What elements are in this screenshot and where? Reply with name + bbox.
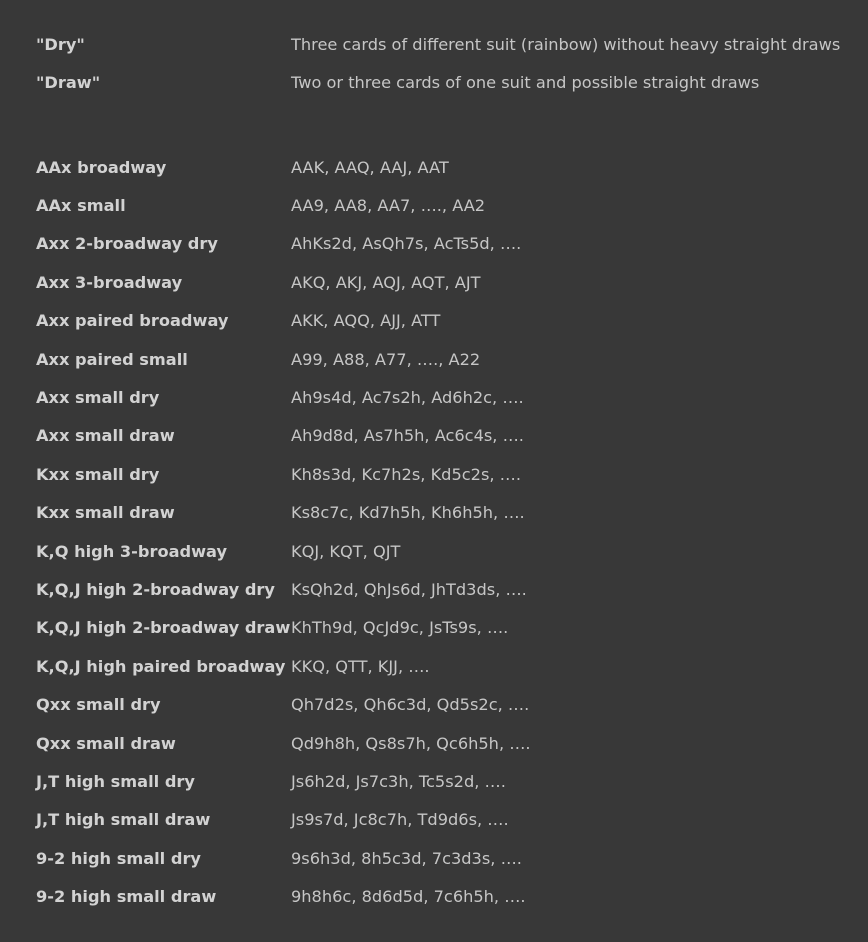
category-name: Axx 2-broadway dry <box>36 234 218 254</box>
category-examples: Qh7d2s, Qh6c3d, Qd5s2c, …. <box>291 695 530 715</box>
category-examples: KsQh2d, QhJs6d, JhTd3ds, …. <box>291 579 527 599</box>
category-row <box>36 340 856 378</box>
category-row <box>36 762 856 800</box>
category-name: AAx broadway <box>36 157 167 177</box>
category-row <box>36 685 856 723</box>
category-row <box>36 724 856 762</box>
category-examples: AAK, AAQ, AAJ, AAT <box>291 157 449 177</box>
category-examples: Ks8c7c, Kd7h5h, Kh6h5h, …. <box>291 503 525 523</box>
category-name: Axx small draw <box>36 426 175 446</box>
category-examples: Ah9s4d, Ac7s2h, Ad6h2c, …. <box>291 388 524 408</box>
category-row <box>36 417 856 455</box>
category-name: Kxx small draw <box>36 503 175 523</box>
category-row <box>36 455 856 493</box>
category-examples: AhKs2d, AsQh7s, AcTs5d, …. <box>291 234 522 254</box>
category-name: K,Q high 3-broadway <box>36 541 228 561</box>
category-name: J,T high small dry <box>36 771 195 791</box>
category-row <box>36 186 856 224</box>
category-name: Axx 3-broadway <box>36 272 183 292</box>
category-row <box>36 877 856 915</box>
definition-term: "Draw" <box>36 73 101 93</box>
category-examples: Js9s7d, Jc8c7h, Td9d6s, …. <box>291 810 509 830</box>
category-row <box>36 609 856 647</box>
category-name: Axx paired small <box>36 349 188 369</box>
category-examples: KKQ, QTT, KJJ, …. <box>291 656 430 676</box>
category-name: K,Q,J high 2-broadway draw <box>36 618 291 638</box>
category-name: Axx small dry <box>36 388 160 408</box>
category-examples: KQJ, KQT, QJT <box>291 541 401 561</box>
category-row <box>36 302 856 340</box>
category-name: J,T high small draw <box>36 810 211 830</box>
category-examples: A99, A88, A77, …., A22 <box>291 349 481 369</box>
definition-term: "Dry" <box>36 34 85 54</box>
category-name: 9-2 high small draw <box>36 887 217 907</box>
category-row <box>36 839 856 877</box>
category-name: K,Q,J high 2-broadway dry <box>36 579 275 599</box>
category-row <box>36 494 856 532</box>
category-row <box>36 570 856 608</box>
category-name: Qxx small dry <box>36 695 161 715</box>
definition-row-dry <box>36 25 856 63</box>
category-examples: Js6h2d, Js7c3h, Tc5s2d, …. <box>291 771 506 791</box>
category-name: Kxx small dry <box>36 464 160 484</box>
category-examples: AKQ, AKJ, AQJ, AQT, AJT <box>291 272 481 292</box>
category-name: Axx paired broadway <box>36 311 229 331</box>
category-name: AAx small <box>36 196 126 216</box>
category-name: K,Q,J high paired broadway <box>36 656 286 676</box>
category-examples: AKK, AQQ, AJJ, ATT <box>291 311 441 331</box>
category-examples: Kh8s3d, Kc7h2s, Kd5c2s, …. <box>291 464 522 484</box>
category-row <box>36 225 856 263</box>
definition-row-draw <box>36 63 856 101</box>
category-name: 9-2 high small dry <box>36 848 201 868</box>
category-name: Qxx small draw <box>36 733 176 753</box>
category-row <box>36 647 856 685</box>
category-examples: AA9, AA8, AA7, …., AA2 <box>291 196 486 216</box>
category-examples: Qd9h8h, Qs8s7h, Qc6h5h, …. <box>291 733 531 753</box>
category-examples: Ah9d8d, As7h5h, Ac6c4s, …. <box>291 426 524 446</box>
definition-description: Two or three cards of one suit and possible straight draws <box>291 73 760 93</box>
category-examples: 9s6h3d, 8h5c3d, 7c3d3s, …. <box>291 848 522 868</box>
category-examples: KhTh9d, QcJd9c, JsTs9s, …. <box>291 618 509 638</box>
category-row <box>36 532 856 570</box>
definition-description: Three cards of different suit (rainbow) without heavy straight draws <box>291 34 841 54</box>
flop-category-list <box>36 148 856 916</box>
category-row <box>36 378 856 416</box>
category-examples: 9h8h6c, 8d6d5d, 7c6h5h, …. <box>291 887 526 907</box>
category-row <box>36 148 856 186</box>
board-type-definitions <box>36 25 856 102</box>
category-row <box>36 263 856 301</box>
category-row <box>36 801 856 839</box>
